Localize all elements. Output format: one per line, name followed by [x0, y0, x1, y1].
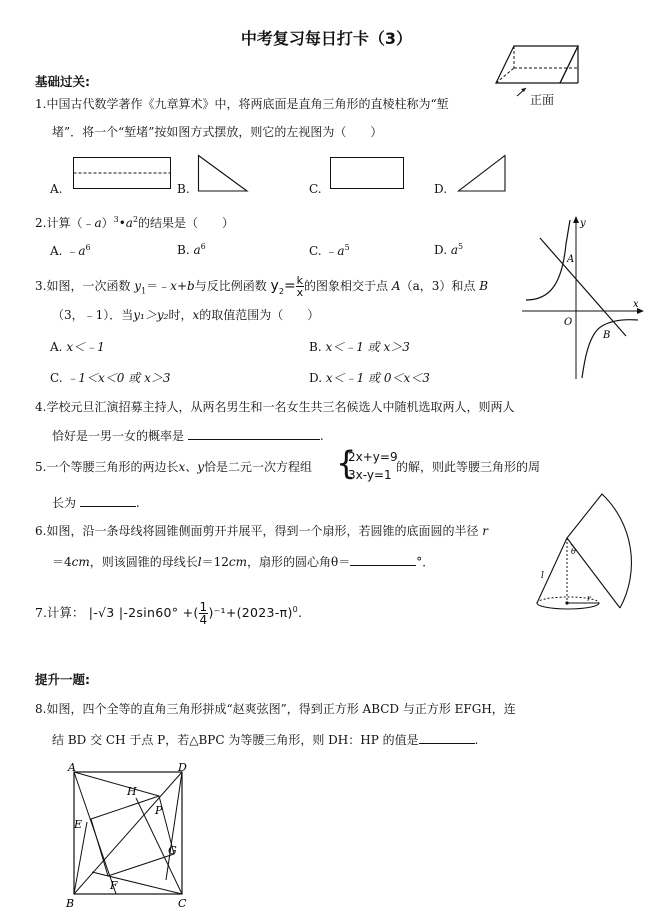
q6-fig-l: l [541, 571, 544, 581]
q3-option-d[interactable]: D. x＜﹣1 或 0＜x＜3 [309, 371, 430, 385]
q3-option-a[interactable]: A. x＜﹣1 [50, 340, 105, 354]
q1-line1: 1.中国古代数学著作《九章算术》中，将两底面是直角三角形的直棱柱称为“堑 [35, 97, 449, 111]
q3-graph [520, 214, 645, 380]
q2-stem: 2.计算$(﹣a)^3•a^2$的结果是（ ） [35, 215, 235, 230]
q1-option-a[interactable]: A. [50, 182, 63, 196]
q8-line1: 8.如图，四个全等的直角三角形拼成“赵爽弦图”，得到正方形 ABCD 与正方形 EFGH，连 [35, 702, 516, 716]
q2-option-d[interactable]: D. $a^5$ [434, 242, 464, 257]
q8-label-c: C [178, 897, 187, 910]
q3-line2: （3，﹣1）．当y₁＞y₂时，x的取值范围为（ ） [52, 308, 320, 322]
q1-option-d[interactable]: D. [434, 182, 448, 196]
q8-label-f: F [110, 879, 118, 892]
q8-answer-blank[interactable] [419, 731, 475, 744]
q5-answer-blank[interactable] [80, 494, 136, 507]
q1-option-d-shape [458, 155, 508, 193]
q6-fig-theta: θ [571, 547, 576, 556]
q3-option-b[interactable]: B. x＜﹣1 或 x＞3 [309, 340, 410, 354]
q1-option-b[interactable]: B. [177, 182, 190, 196]
q8-label-b: B [66, 897, 75, 910]
q4-line2: 恰好是一男一女的概率是 . [52, 429, 324, 443]
section-advanced: 提升一题: [35, 672, 90, 687]
q1-option-c-shape [330, 157, 406, 191]
q3-graph-b: B [603, 330, 611, 341]
q3-graph-x: x [633, 299, 639, 310]
q8-label-d: D [178, 761, 187, 774]
q8-zhaoshuang-figure [64, 762, 194, 910]
q5-line1: 5.一个等腰三角形的两边长x、y恰是二元一次方程组 [35, 460, 313, 474]
q6-cone-figure [527, 488, 637, 614]
q6-answer-blank[interactable] [350, 553, 416, 566]
q1-line2: 堵”．将一个“堑堵”按如图方式摆放，则它的左视图为（ ） [52, 125, 383, 139]
q8-line2: 结 BD 交 CH 于点 P，若△BPC 为等腰三角形，则 DH：HP 的值是 . [52, 733, 479, 747]
q1-option-c[interactable]: C. [309, 182, 322, 196]
q6-line1: 6.如图，沿一条母线将圆锥侧面剪开并展平，得到一个扇形，若圆锥的底面圆的半径 r [35, 524, 489, 538]
q1-option-b-shape [198, 155, 250, 193]
q2-option-b[interactable]: B. $a^6$ [177, 242, 206, 257]
q4-answer-blank[interactable] [188, 427, 320, 440]
q3-option-c[interactable]: C. ﹣1＜x＜0 或 x＞3 [50, 371, 171, 385]
q5-line1-end: 的解，则此等腰三角形的周 [396, 460, 541, 474]
q6-line2: ＝4cm，则该圆锥的母线长l＝12cm，扇形的圆心角θ＝ °． [52, 555, 435, 569]
front-label: 正面 [530, 93, 555, 107]
q5-line2: 长为 . [52, 496, 140, 510]
q5-system-brace: { [336, 444, 357, 482]
q2-option-a[interactable]: A. $﹣a^6$ [50, 243, 91, 258]
q5-system: 2x+y=9 3x-y=1 [348, 450, 398, 482]
q8-label-g: G [168, 844, 177, 857]
q7-expression: 7.计算： |-√3 |-2sin60° +( $\frac{1}{4}$ )$^{-1}+(2023-\pi)^0$. [35, 600, 303, 627]
q8-label-p: P [155, 804, 163, 817]
q3-graph-o: O [564, 317, 573, 328]
q4-line1: 4.学校元旦汇演招募主持人，从两名男生和一名女生共三名候选人中随机选取两人，则两人 [35, 400, 515, 414]
q3-graph-y: y [580, 218, 586, 229]
q8-label-e: E [74, 818, 83, 831]
q1-option-a-shape [73, 157, 173, 191]
q8-label-h: H [127, 785, 137, 798]
q3-graph-a: A [567, 254, 575, 265]
q8-label-a: A [68, 761, 76, 774]
q3-line1: 3.如图，一次函数 $y_1=﹣x+b$与反比例函数 $y_2=$ $\frac{k}{x}$ 的图象相交于点 A（a，3）和点 B [35, 274, 489, 299]
page-title: 中考复习每日打卡（3） [240, 29, 413, 48]
section-basic: 基础过关: [35, 74, 90, 89]
q6-fig-r: r [587, 594, 591, 603]
q2-option-c[interactable]: C. $﹣a^5$ [309, 243, 350, 258]
